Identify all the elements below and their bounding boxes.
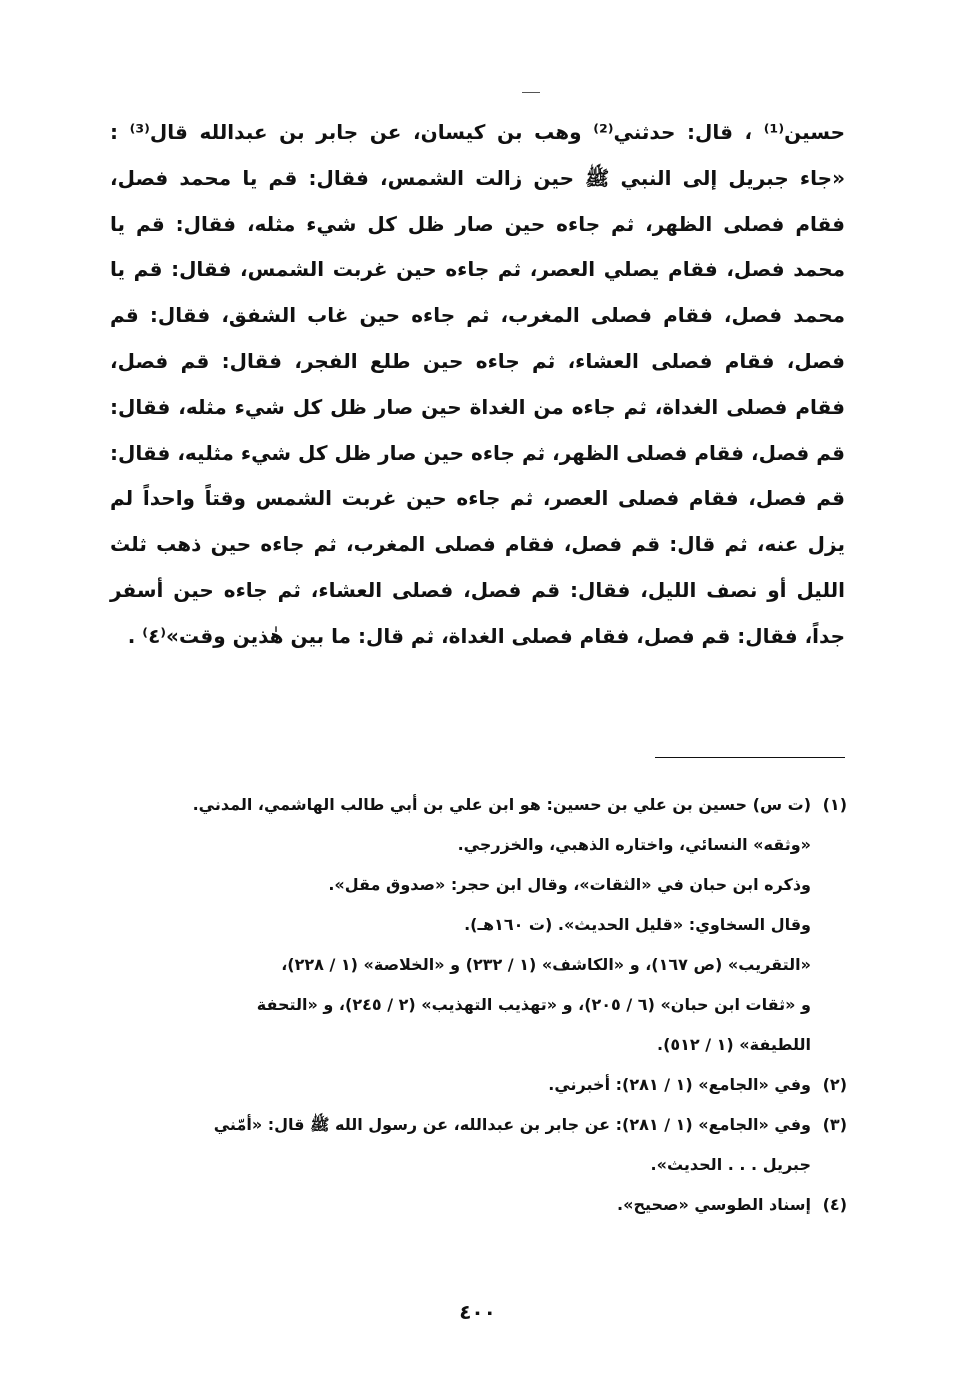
footnote-1-line-4: وقال السخاوي: «قليل الحديث». (ت ١٦٠هـ). bbox=[464, 915, 811, 934]
main-line-4: محمد فصل، فقام يصلي العصر، ثم جاءه حين غربت الشمس، فقال: قم يا bbox=[110, 257, 845, 282]
footnote-4 bbox=[107, 1185, 847, 1225]
footnote-2-number: (٢) bbox=[822, 1075, 847, 1094]
footnote-3-line-2: جبريل . . . الحديث». bbox=[650, 1155, 811, 1174]
footnote-1-line-5: «التقريب» (ص ١٦٧)، و «الكاشف» (١ / ٢٣٢) و «الخلاصة» (١ / ٢٢٨)، bbox=[281, 955, 811, 974]
footnote-2-text: وفي «الجامع» (١ / ٢٨١): أخبرني. bbox=[548, 1075, 811, 1094]
main-line-9: قم فصل، فقام فصلى العصر، ثم جاءه حين غربت الشمس وقتاً واحداً لم bbox=[110, 486, 845, 511]
footnotes-block bbox=[107, 785, 847, 1225]
footnote-1-line-3: وذكره ابن حبان في «الثقات»، وقال ابن حجر: «صدوق مقل». bbox=[328, 875, 811, 894]
footnote-1-line-2: «وثقه» النسائي، واختاره الذهبي، والخزرجي. bbox=[457, 835, 811, 854]
main-line-7: فقام فصلى الغداة، ثم جاءه من الغداة حين صار ظل كل شيء مثله، فقال: bbox=[110, 394, 845, 419]
main-text-block bbox=[110, 110, 845, 660]
top-dash-mark bbox=[522, 92, 540, 93]
main-line-10: يزل عنه، ثم قال: قم فصل، فقام فصلى المغرب، ثم جاءه حين ذهب ثلث bbox=[110, 532, 845, 557]
footnote-4-number: (٤) bbox=[822, 1195, 847, 1214]
main-line-8: قم فصل، فقام فصلى الظهر، ثم جاءه حين صار ظل كل شيء مثليه، فقال: bbox=[110, 440, 845, 465]
page-number: ٤٠٠ bbox=[459, 1300, 496, 1324]
footnote-3-number: (٣) bbox=[822, 1115, 847, 1134]
footnote-1-number: (١) bbox=[822, 795, 847, 814]
main-line-1: حسين⁽¹⁾ ، قال: حدثني⁽²⁾ وهب بن كيسان، عن جابر بن عبدالله قال⁽³⁾ : bbox=[110, 120, 846, 144]
footnote-separator bbox=[655, 757, 845, 758]
footnote-3 bbox=[107, 1105, 847, 1145]
footnote-1-line-1: (ت س) حسين بن علي بن حسين: هو ابن علي بن أبي طالب الهاشمي، المدني. bbox=[192, 795, 811, 814]
footnote-1-line-6: و «ثقات ابن حبان» (٦ / ٢٠٥)، و «تهذيب التهذيب» (٢ / ٢٤٥)، و «التحفة bbox=[256, 995, 811, 1014]
footnote-1-line-7: اللطيفة» (١ / ٥١٢). bbox=[656, 1035, 811, 1054]
main-line-2: «جاء جبريل إلى النبي ﷺ حين زالت الشمس، فقال: قم يا محمد فصل، bbox=[110, 165, 845, 190]
main-line-5: محمد فصل، فقام فصلى المغرب، ثم جاءه حين غاب الشفق، فقال: قم bbox=[110, 303, 845, 328]
main-line-3: فقام فصلى الظهر، ثم جاءه حين صار ظل كل شيء مثله، فقال: قم يا bbox=[110, 211, 845, 236]
main-line-11: الليل أو نصف الليل، فقال: قم فصل، فصلى العشاء، ثم جاءه حين أسفر bbox=[110, 577, 845, 602]
footnote-1 bbox=[107, 785, 847, 825]
footnote-4-text: إسناد الطوسي «صحيح». bbox=[617, 1195, 811, 1214]
footnote-2 bbox=[107, 1065, 847, 1105]
footnote-3-line-1: وفي «الجامع» (١ / ٢٨١): عن جابر بن عبدالله، عن رسول الله ﷺ قال: «أمّني bbox=[213, 1115, 811, 1134]
main-line-12: جداً، فقال: قم فصل، فقام فصلى الغداة، ثم قال: ما بين هٰذين وقت»⁽٤⁾ . bbox=[127, 623, 845, 648]
main-line-6: فصل، فقام فصلى العشاء، ثم جاءه حين طلع الفجر، فقال: قم فصل، bbox=[110, 348, 845, 373]
